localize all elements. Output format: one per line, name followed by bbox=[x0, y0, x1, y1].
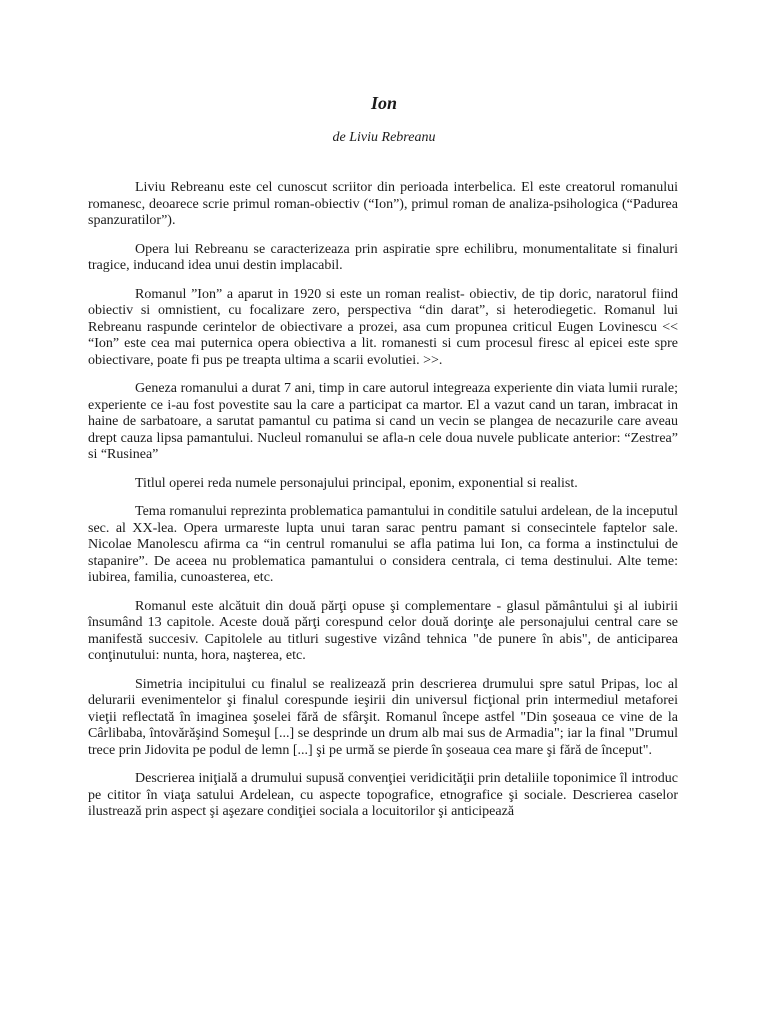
paragraph: Simetria incipitului cu finalul se realizează prin descrierea drumului spre satul Pripas, loc al delurarii evenimentelor şi finalul corespunde ieşirii din universul ficţional prin intermediul metaforei vieţii reflectată în imaginea şoselei fără de sfârşit. Romanul începe astfel "Din şoseaua ce vine de la Cârlibaba, întovărăşind Someşul [...] se desprinde un drum alb mai sus de Armadia"; iar la final "Drumul trece prin Jidovita pe podul de lemn [...] şi pe urmă se pierde în şoseaua cea mare şi fără de început". bbox=[88, 676, 678, 758]
paragraph: Geneza romanului a durat 7 ani, timp in care autorul integreaza experiente din viata lumii rurale; experiente ce i-au fost povestite sau la care a participat ca martor. El a vazut cand un taran, imbracat in haine de sarbatoare, a sarutat pamantul cu patima si cand un vecin se plangea de necazurile care aveau drept cauza lipsa pamantului. Nucleul romanului se afla-n cele doua nuvele publicate anterior: “Zestrea” si “Rusinea” bbox=[88, 381, 678, 462]
document-author-line: de Liviu Rebreanu bbox=[332, 130, 436, 145]
paragraph: Romanul ”Ion” a aparut in 1920 si este un roman realist- obiectiv, de tip doric, naratorul fiind obiectiv si omnistient, cu focalizare zero, perspectiva “din darat”, si heterodiegetic. Romanul lui Rebreanu raspunde cerintelor de obiectivare a prozei, asa cum propunea criticul Eugen Lovinescu << “Ion” este cea mai puternica opera obiectiva a lit. romanesti si cum procesul firesc al epicei este spre obiectivare, poate fi pus pe treapta ultima a scarii evolutiei. >>. bbox=[88, 286, 678, 368]
paragraph: Opera lui Rebreanu se caracterizeaza prin aspiratie spre echilibru, monumentalitate si finaluri tragice, inducand idea unui destin implacabil. bbox=[88, 241, 678, 273]
paragraph: Liviu Rebreanu este cel cunoscut scriitor din perioada interbelica. El este creatorul romanului romanesc, deoarece scrie primul roman-obiectiv (“Ion”), primul roman de analiza-psihologica (“Padurea spanzuratilor”). bbox=[88, 180, 678, 228]
document-title: Ion bbox=[370, 93, 397, 113]
paragraph: Descrierea iniţială a drumului supusă convenţiei veridicităţii prin detaliile toponimice îl introduc pe cititor în viaţa satului Ardelean, cu aspecte topografice, etnografice şi sociale. Descrierea caselor ilustrează prin aspect şi aşezare condiţiei sociala a locuitorilor şi anticipează bbox=[88, 771, 678, 819]
paragraph: Romanul este alcătuit din două părţi opuse şi complementare - glasul pământului şi al iubirii însumând 13 capitole. Aceste două părţi corespund celor două dorinţe ale personajului central care se manifestă succesiv. Capitolele au titluri sugestive vizând tehnica "de punere în abis", de anticiparea conţinutului: nunta, hora, naşterea, etc. bbox=[88, 598, 678, 663]
document-body bbox=[88, 180, 678, 833]
paragraph: Titlul operei reda numele personajului principal, eponim, exponential si realist. bbox=[135, 475, 578, 491]
paragraph: Tema romanului reprezinta problematica pamantului in conditile satului ardelean, de la inceputul sec. al XX-lea. Opera urmareste lupta unui taran sarac pentru pamant si consecintele faptelor sale. Nicolae Manolescu afirma ca “in centrul romanului se afla patima lui Ion, ca forma a instinctului de stapanire”. De aceea nu problematica pamantului o considera centrala, ci tema destinului. Alte teme: iubirea, familia, cunoasterea, etc. bbox=[88, 504, 678, 585]
